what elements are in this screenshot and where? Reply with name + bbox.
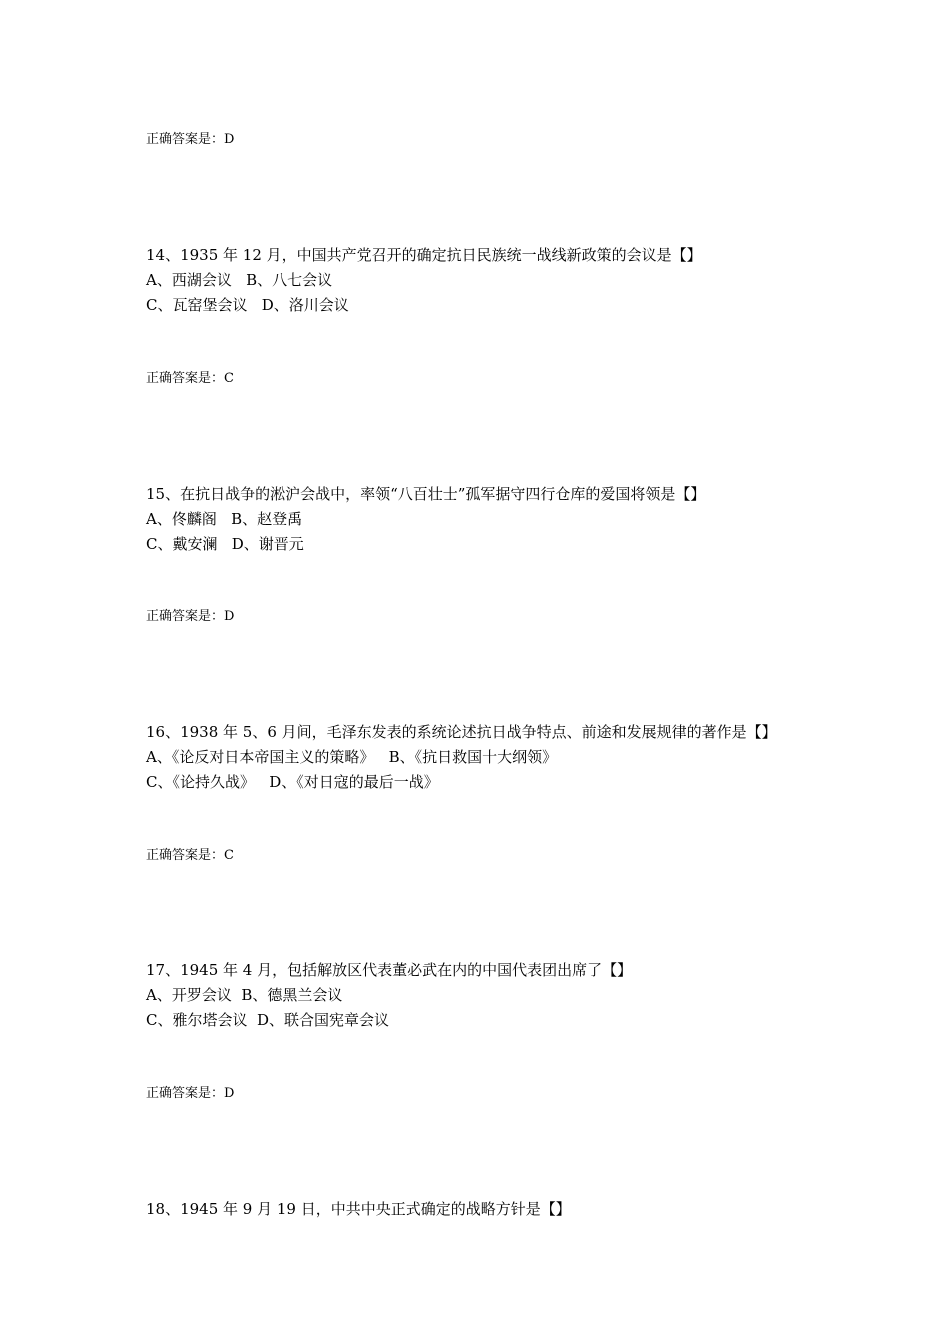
question-stem: 17、1945 年 4 月，包括解放区代表董必武在内的中国代表团出席了【】 — [146, 961, 633, 979]
answer-line: 正确答案是：D — [146, 1086, 235, 1101]
answer-line: 正确答案是：D — [146, 609, 235, 624]
question-options-ab: A、佟麟阁 B、赵登禹 — [146, 510, 303, 528]
question-stem: 16、1938 年 5、6 月间，毛泽东发表的系统论述抗日战争特点、前途和发展规律的著作是【】 — [146, 723, 777, 741]
question-options-ab: A、西湖会议 B、八七会议 — [146, 271, 333, 289]
question-options-ab: A、《论反对日本帝国主义的策略》 B、《抗日救国十大纲领》 — [146, 748, 558, 766]
question-stem: 14、1935 年 12 月，中国共产党召开的确定抗日民族统一战线新政策的会议是【】 — [146, 246, 702, 264]
answer-line: 正确答案是：C — [146, 848, 234, 863]
question-stem: 15、在抗日战争的淞沪会战中，率领“八百壮士”孤军据守四行仓库的爱国将领是【】 — [146, 485, 706, 503]
question-options-cd: C、《论持久战》 D、《对日寇的最后一战》 — [146, 773, 439, 791]
question-options-cd: C、瓦窑堡会议 D、洛川会议 — [146, 296, 349, 314]
question-options-ab: A、开罗会议 B、德黑兰会议 — [146, 986, 343, 1004]
question-options-cd: C、雅尔塔会议 D、联合国宪章会议 — [146, 1011, 390, 1029]
answer-line: 正确答案是：D — [146, 132, 235, 147]
question-stem: 18、1945 年 9 月 19 日，中共中央正式确定的战略方针是【】 — [146, 1200, 571, 1218]
question-options-cd: C、戴安澜 D、谢晋元 — [146, 535, 304, 553]
answer-line: 正确答案是：C — [146, 371, 234, 386]
